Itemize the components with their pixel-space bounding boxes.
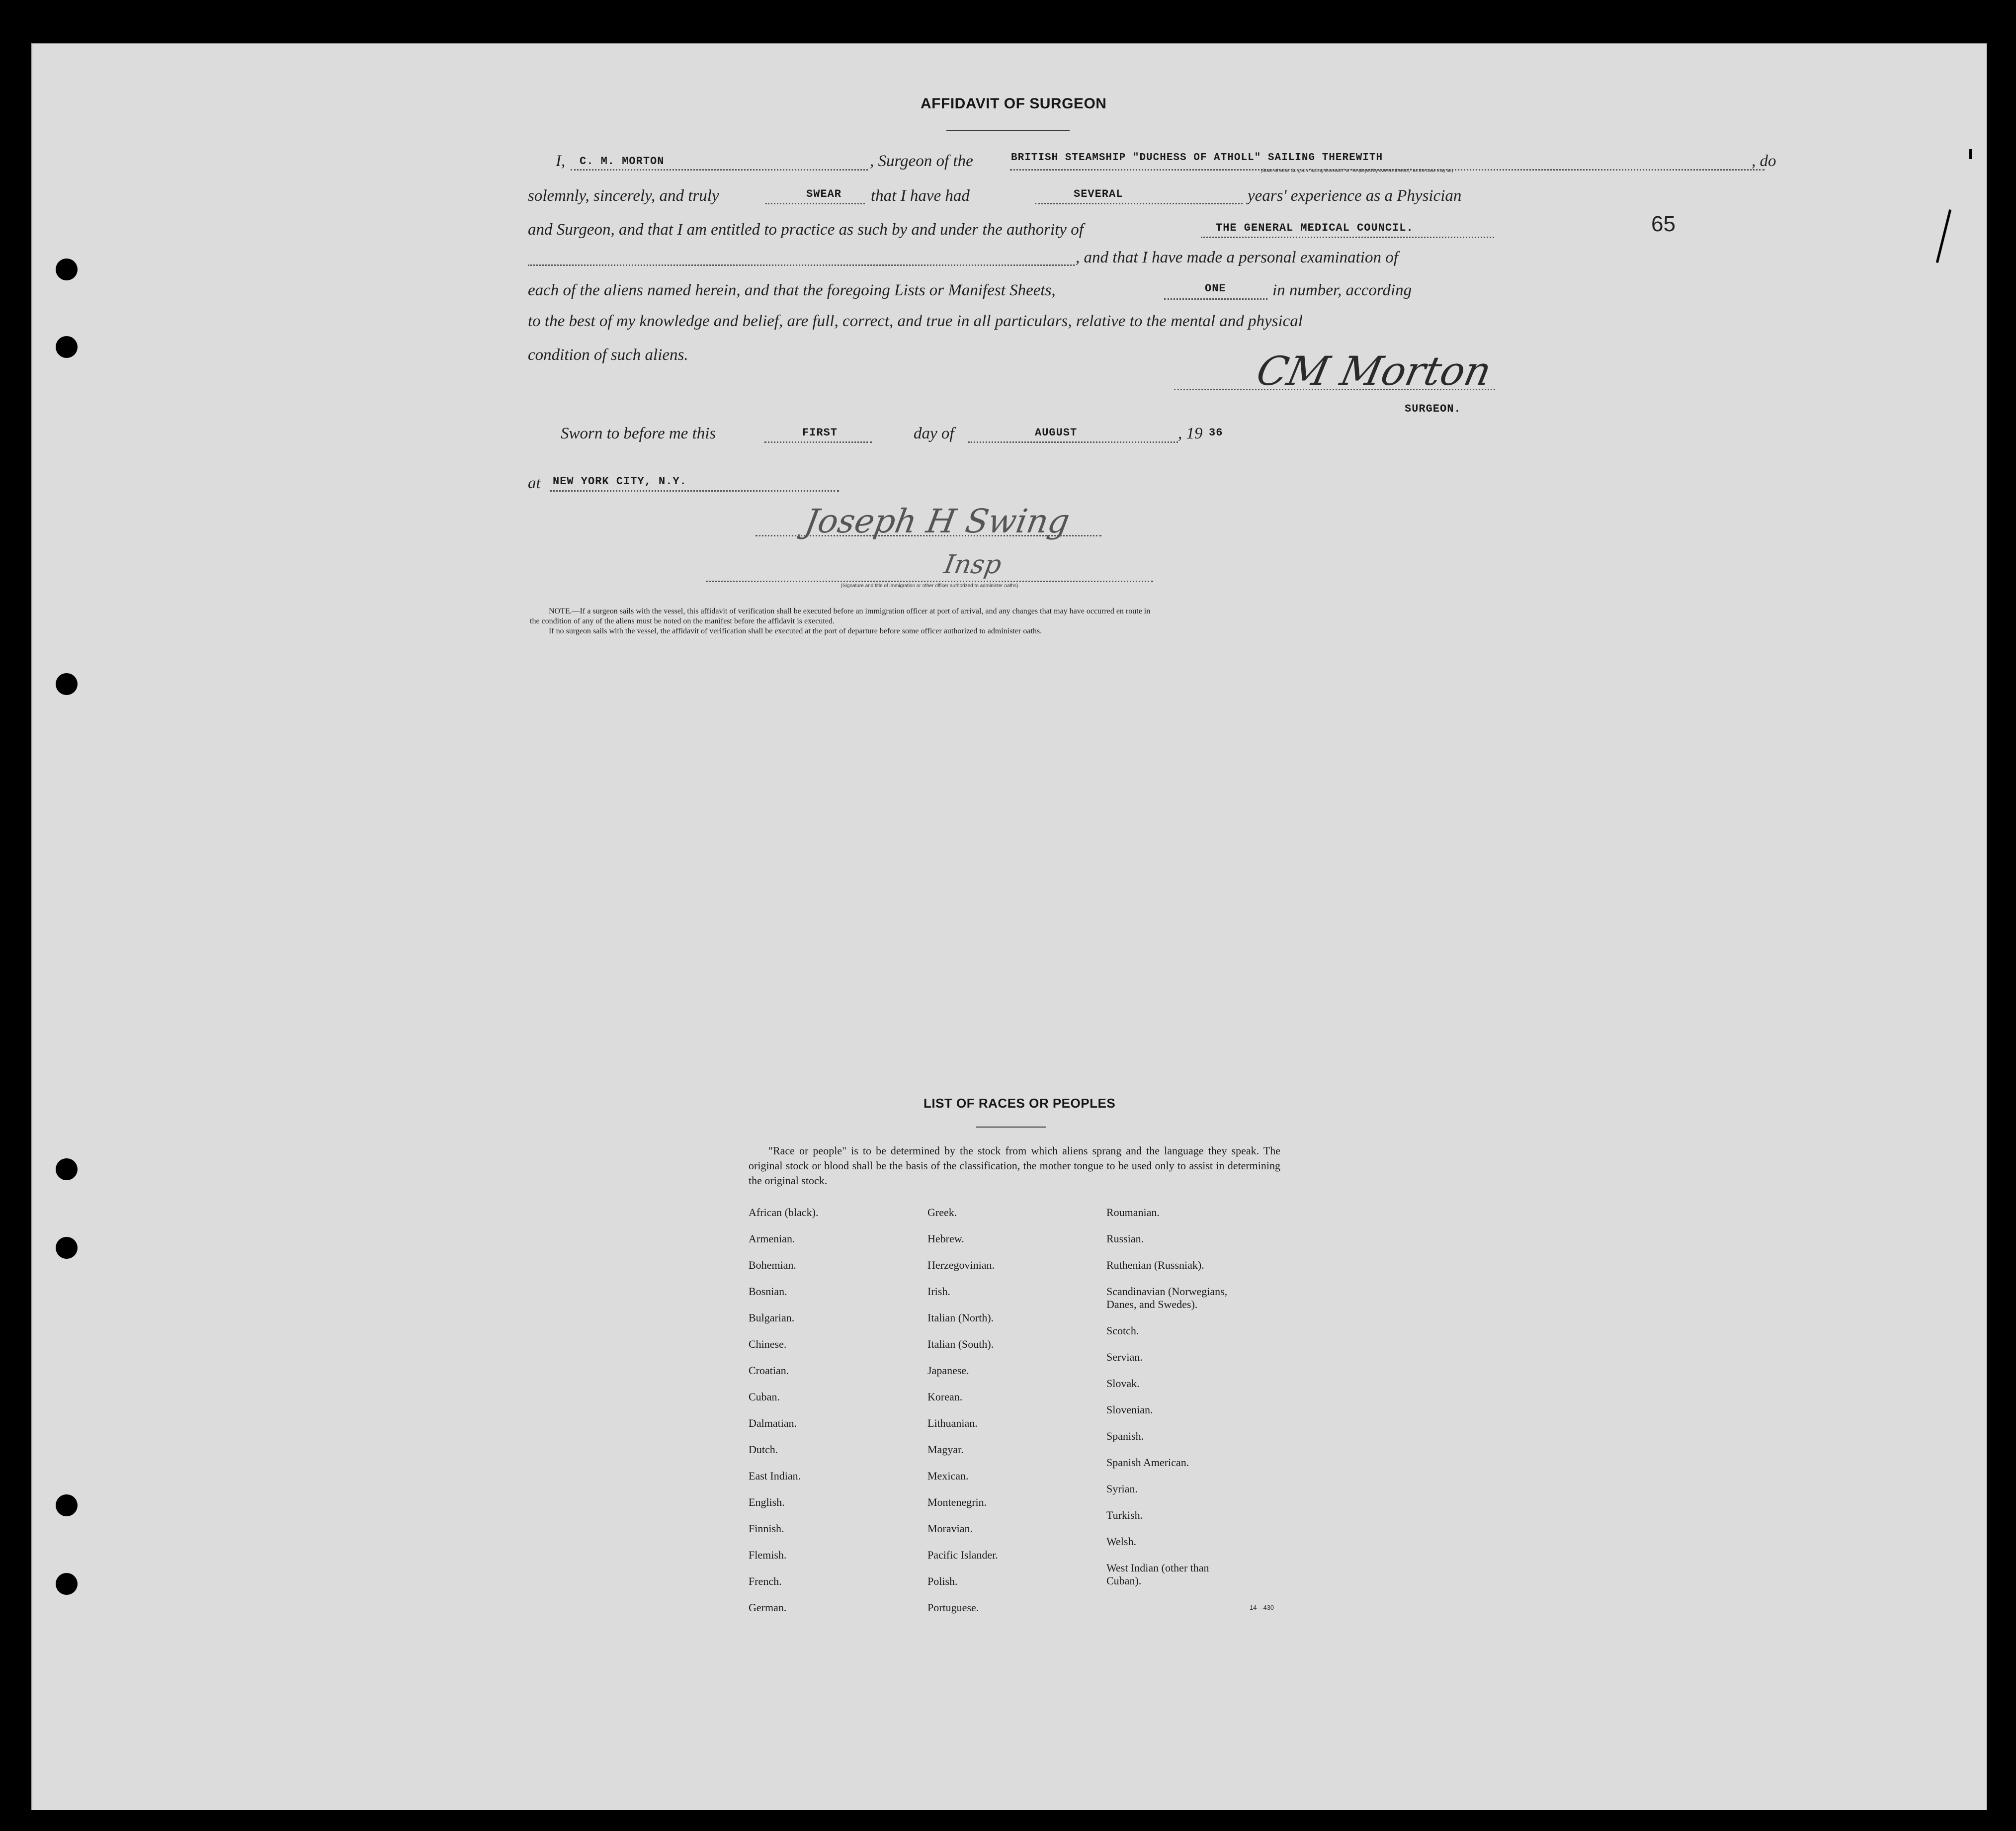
race-item: African (black).	[749, 1206, 819, 1219]
sheets-value: ONE	[1205, 282, 1226, 295]
years-value: SEVERAL	[1074, 188, 1123, 200]
race-item: Finnish.	[749, 1522, 784, 1535]
race-item: Russian.	[1106, 1232, 1144, 1245]
binder-hole	[56, 336, 78, 358]
race-item: East Indian.	[749, 1470, 801, 1482]
officer-title-signature: Insp	[941, 550, 1004, 580]
officer-signature: Joseph H Swing	[802, 502, 1073, 540]
race-item: Herzegovinian.	[927, 1259, 995, 1271]
race-item: Irish.	[927, 1285, 950, 1298]
binder-hole	[56, 1573, 78, 1595]
line6-text: to the best of my knowledge and belief, are full, correct, and true in all particulars, relative to the mental and physical	[528, 312, 1303, 330]
authority-value: THE GENERAL MEDICAL COUNCIL.	[1216, 222, 1414, 234]
race-item: Magyar.	[927, 1443, 964, 1456]
race-item: Armenian.	[749, 1232, 795, 1245]
race-item: Spanish American.	[1106, 1456, 1189, 1469]
race-item: Bosnian.	[749, 1285, 787, 1298]
line2-years: years' experience as a Physician	[1248, 187, 1462, 205]
race-item: Scandinavian (Norwegians, Danes, and Swedes).	[1106, 1285, 1228, 1310]
note-line-3: If no surgeon sails with the vessel, the affidavit of verification shall be executed at the port of departure before some officer authorized to administer oaths.	[549, 627, 1042, 635]
at-label: at	[528, 474, 541, 492]
surgeon-label: SURGEON.	[1405, 403, 1461, 415]
paper-sheet	[31, 43, 1987, 1810]
race-item: Syrian.	[1106, 1482, 1138, 1495]
binder-hole	[56, 259, 78, 280]
surgeon-signature: CM Morton	[1253, 348, 1496, 394]
affidavit-title: AFFIDAVIT OF SURGEON	[921, 95, 1107, 112]
race-item: Roumanian.	[1106, 1206, 1160, 1219]
race-item: Italian (North).	[927, 1311, 994, 1324]
race-item: Korean.	[927, 1391, 963, 1403]
note-line-1: NOTE.—If a surgeon sails with the vessel, this affidavit of verification shall be executed before an immigration officer at port of arrival, and any changes that may have occurred en route in	[549, 607, 1151, 615]
binder-hole	[56, 1237, 78, 1259]
vessel-name: BRITISH STEAMSHIP "DUCHESS OF ATHOLL" SAILING THEREWITH	[1011, 152, 1383, 164]
sheets-blank	[1164, 298, 1267, 300]
title-rule	[946, 130, 1070, 131]
year-suffix: 36	[1209, 427, 1223, 439]
oath-blank	[765, 203, 865, 204]
race-item: Scotch.	[1106, 1324, 1139, 1337]
binder-hole	[56, 673, 78, 695]
race-item: Polish.	[927, 1575, 958, 1587]
line5-text: each of the aliens named herein, and that the foregoing Lists or Manifest Sheets,	[528, 281, 1056, 299]
race-item: Ruthenian (Russniak).	[1106, 1259, 1204, 1271]
race-item: Slovak.	[1106, 1377, 1140, 1390]
line2-solemnly: solemnly, sincerely, and truly	[528, 187, 719, 205]
pencil-mark	[1969, 149, 1972, 159]
officer-caption: (Signature and title of immigration or other officer authorized to administer oaths)	[840, 583, 1018, 589]
page-number: 65	[1651, 212, 1676, 236]
races-title: LIST OF RACES OR PEOPLES	[924, 1096, 1116, 1111]
race-item: Croatian.	[749, 1364, 789, 1377]
race-item: Lithuanian.	[927, 1417, 978, 1429]
race-item: West Indian (other than Cuban).	[1106, 1562, 1209, 1587]
signature-blank	[1174, 389, 1495, 390]
year-prefix: , 19	[1178, 425, 1203, 442]
vessel-hint: (State whether Surgeon "sailing therewith" or "employed by owners thereof," as the case may be)	[1260, 168, 1453, 173]
race-item: Welsh.	[1106, 1535, 1136, 1548]
line1-i: I,	[556, 152, 566, 170]
race-item: English.	[749, 1496, 785, 1508]
race-item: Portuguese.	[927, 1601, 979, 1614]
day-of-label: day of	[914, 425, 954, 442]
race-item: Italian (South).	[927, 1338, 994, 1350]
line3-text: and Surgeon, and that I am entitled to practice as such by and under the authority of	[528, 221, 1084, 239]
line7-text: condition of such aliens.	[528, 346, 688, 364]
race-item: Slovenian.	[1106, 1403, 1153, 1416]
form-code: 14—430	[1250, 1604, 1274, 1611]
binder-hole	[56, 1494, 78, 1516]
years-blank	[1035, 203, 1243, 204]
sworn-day: FIRST	[802, 427, 838, 439]
surgeon-name: C. M. MORTON	[580, 155, 665, 168]
race-item: French.	[749, 1575, 782, 1587]
race-item: Chinese.	[749, 1338, 787, 1350]
sworn-month: AUGUST	[1035, 427, 1078, 439]
line5-number: in number, according	[1272, 281, 1412, 299]
line4-text: , and that I have made a personal examination of	[1076, 249, 1398, 266]
races-title-rule	[976, 1127, 1046, 1128]
authority-blank	[1201, 237, 1494, 238]
sworn-text: Sworn to before me this	[561, 425, 716, 442]
race-item: Hebrew.	[927, 1232, 964, 1245]
race-item: Moravian.	[927, 1522, 973, 1535]
oath-value: SWEAR	[806, 188, 842, 200]
race-item: Japanese.	[927, 1364, 969, 1377]
race-item: Mexican.	[927, 1470, 969, 1482]
race-item: Servian.	[1106, 1351, 1143, 1363]
authority-blank-2	[528, 264, 1075, 266]
day-blank	[764, 441, 872, 443]
month-blank	[968, 441, 1178, 443]
line1-surgeon-of: , Surgeon of the	[870, 152, 973, 170]
note-line-2: the condition of any of the aliens must be noted on the manifest before the affidavit is executed.	[530, 617, 835, 625]
race-item: Pacific Islander.	[927, 1549, 998, 1561]
race-item: Bohemian.	[749, 1259, 796, 1271]
race-item: Dalmatian.	[749, 1417, 797, 1429]
race-item: Flemish.	[749, 1549, 787, 1561]
race-item: Spanish.	[1106, 1430, 1144, 1442]
line2-have-had: that I have had	[871, 187, 970, 205]
race-item: Montenegrin.	[927, 1496, 987, 1508]
race-item: Turkish.	[1106, 1509, 1143, 1521]
race-item: Greek.	[927, 1206, 957, 1219]
race-item: German.	[749, 1601, 787, 1614]
line1-do: , do	[1752, 152, 1776, 170]
race-item: Cuban.	[749, 1391, 780, 1403]
place-blank	[550, 490, 839, 492]
officer-blank-1	[756, 535, 1101, 536]
officer-blank-2	[706, 581, 1153, 582]
races-intro: "Race or people" is to be determined by the stock from which aliens sprang and the language they speak. The original stock or blood shall be the basis of the classification, the mother tongue to be used only to assist in determining the original stock.	[749, 1144, 1280, 1187]
name-blank	[571, 169, 868, 171]
race-item: Bulgarian.	[749, 1311, 795, 1324]
place-value: NEW YORK CITY, N.Y.	[553, 475, 687, 488]
race-item: Dutch.	[749, 1443, 778, 1456]
binder-hole	[56, 1158, 78, 1180]
